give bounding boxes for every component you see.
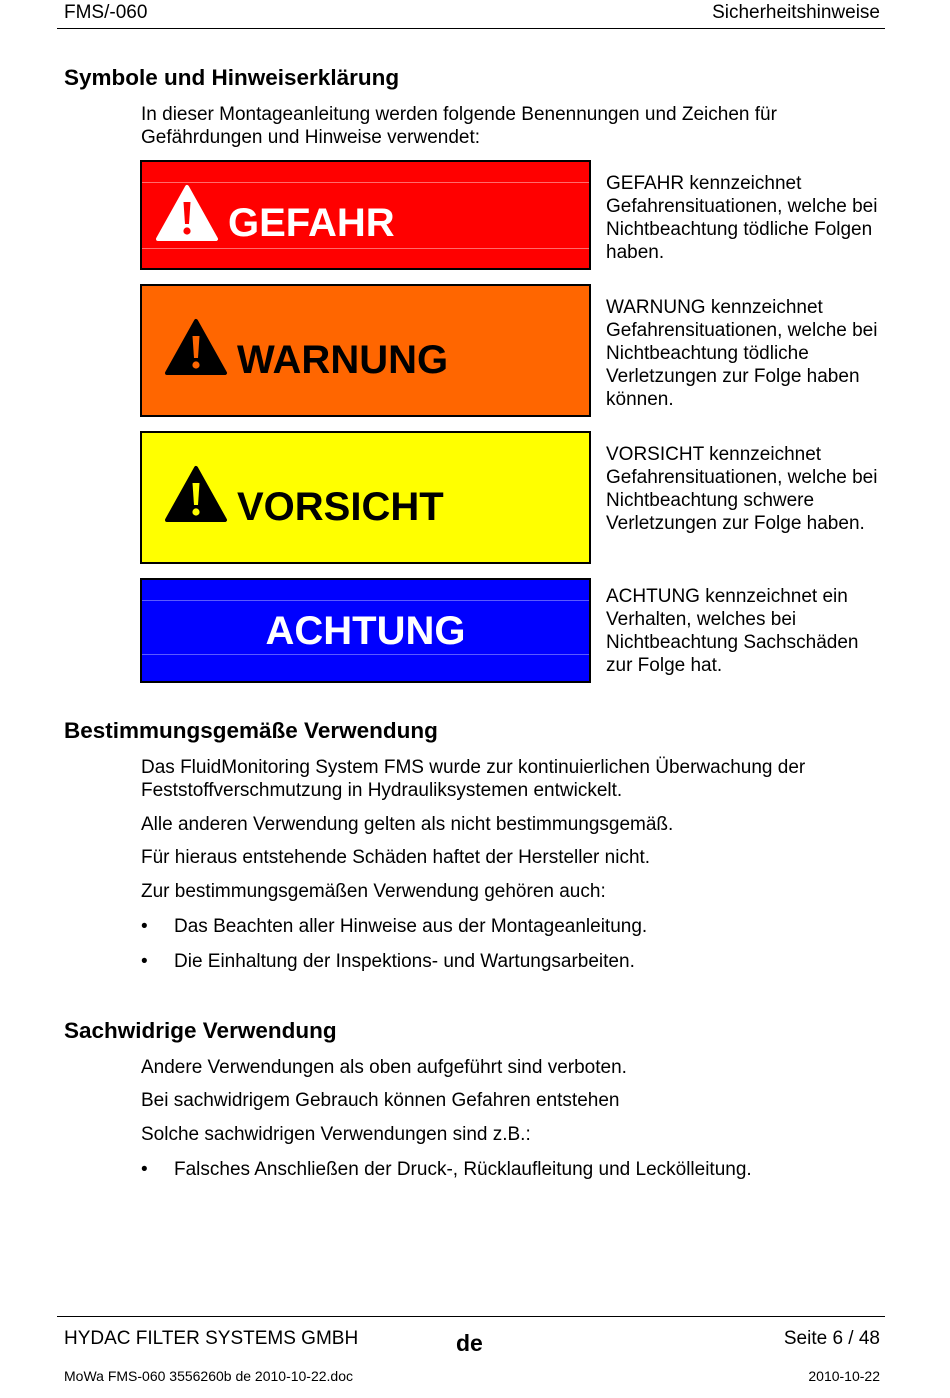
section-title-symbols: Symbole und Hinweiserklärung (64, 65, 400, 90)
sign-description-gefahr: GEFAHR kennzeichnet Gefahrensituationen, welche bei Nichtbeachtung tödliche Folgen haben. (606, 173, 878, 263)
footer-company: HYDAC FILTER SYSTEMS GMBH (64, 1328, 359, 1349)
section-title-improper-use: Sachwidrige Verwendung (64, 1018, 337, 1043)
sign-label-gefahr: GEFAHR (228, 201, 395, 245)
improper-use-paragraph: Andere Verwendungen als oben aufgeführt sind verboten. (141, 1057, 627, 1078)
improper-use-paragraph: Bei sachwidrigem Gebrauch können Gefahren entstehen (141, 1090, 620, 1111)
warning-triangle-icon (164, 318, 228, 376)
bullet-icon: • (141, 1159, 148, 1180)
header-document-id: FMS/-060 (64, 2, 148, 23)
sign-description-warnung: WARNUNG kennzeichnet Gefahrensituationen, welche bei Nichtbeachtung tödliche Verletzungen zur Folge haben können. (606, 297, 878, 410)
warning-triangle-icon (164, 465, 228, 523)
warning-triangle-icon (155, 184, 219, 242)
symbols-intro: In dieser Montageanleitung werden folgende Benennungen und Zeichen für Gefährdungen und Hinweise verwendet: (141, 104, 777, 148)
header-chapter-title: Sicherheitshinweise (712, 2, 880, 23)
intended-use-paragraph: Zur bestimmungsgemäßen Verwendung gehören auch: (141, 881, 606, 902)
bullet-icon: • (141, 916, 148, 937)
footer-date: 2010-10-22 (808, 1368, 880, 1384)
footer-language: de (456, 1330, 483, 1356)
footer-rule (57, 1316, 885, 1317)
sign-gefahr (140, 160, 591, 270)
section-title-intended-use: Bestimmungsgemäße Verwendung (64, 718, 438, 743)
sign-description-vorsicht: VORSICHT kennzeichnet Gefahrensituationen, welche bei Nichtbeachtung schwere Verletzungen zur Folge haben. (606, 444, 878, 534)
sign-vorsicht (140, 431, 591, 564)
footer-page-number: Seite 6 / 48 (783, 1328, 880, 1349)
list-item-text: Falsches Anschließen der Druck-, Rücklaufleitung und Leckölleitung. (174, 1159, 752, 1180)
intended-use-paragraph: Das FluidMonitoring System FMS wurde zur kontinuierlichen Überwachung der Feststoffverschmutzung in Hydrauliksystemen entwickelt. (141, 757, 806, 801)
list-item-text: Die Einhaltung der Inspektions- und Wartungsarbeiten. (174, 951, 635, 972)
sign-description-achtung: ACHTUNG kennzeichnet ein Verhalten, welches bei Nichtbeachtung Sachschäden zur Folge hat. (606, 586, 859, 676)
sign-label-achtung: ACHTUNG (265, 609, 466, 653)
list-item-text: Das Beachten aller Hinweise aus der Montageanleitung. (174, 916, 648, 937)
sign-achtung (140, 578, 591, 683)
intended-use-paragraph: Alle anderen Verwendung gelten als nicht bestimmungsgemäß. (141, 814, 674, 835)
bullet-icon: • (141, 951, 148, 972)
intended-use-paragraph: Für hieraus entstehende Schäden haftet der Hersteller nicht. (141, 847, 651, 868)
sign-label-warnung: WARNUNG (237, 338, 449, 382)
sign-label-vorsicht: VORSICHT (237, 485, 444, 529)
sign-warnung (140, 284, 591, 417)
header-rule (57, 28, 885, 29)
footer-document-file: MoWa FMS-060 3556260b de 2010-10-22.doc (64, 1368, 353, 1384)
improper-use-paragraph: Solche sachwidrigen Verwendungen sind z.B.: (141, 1124, 531, 1145)
